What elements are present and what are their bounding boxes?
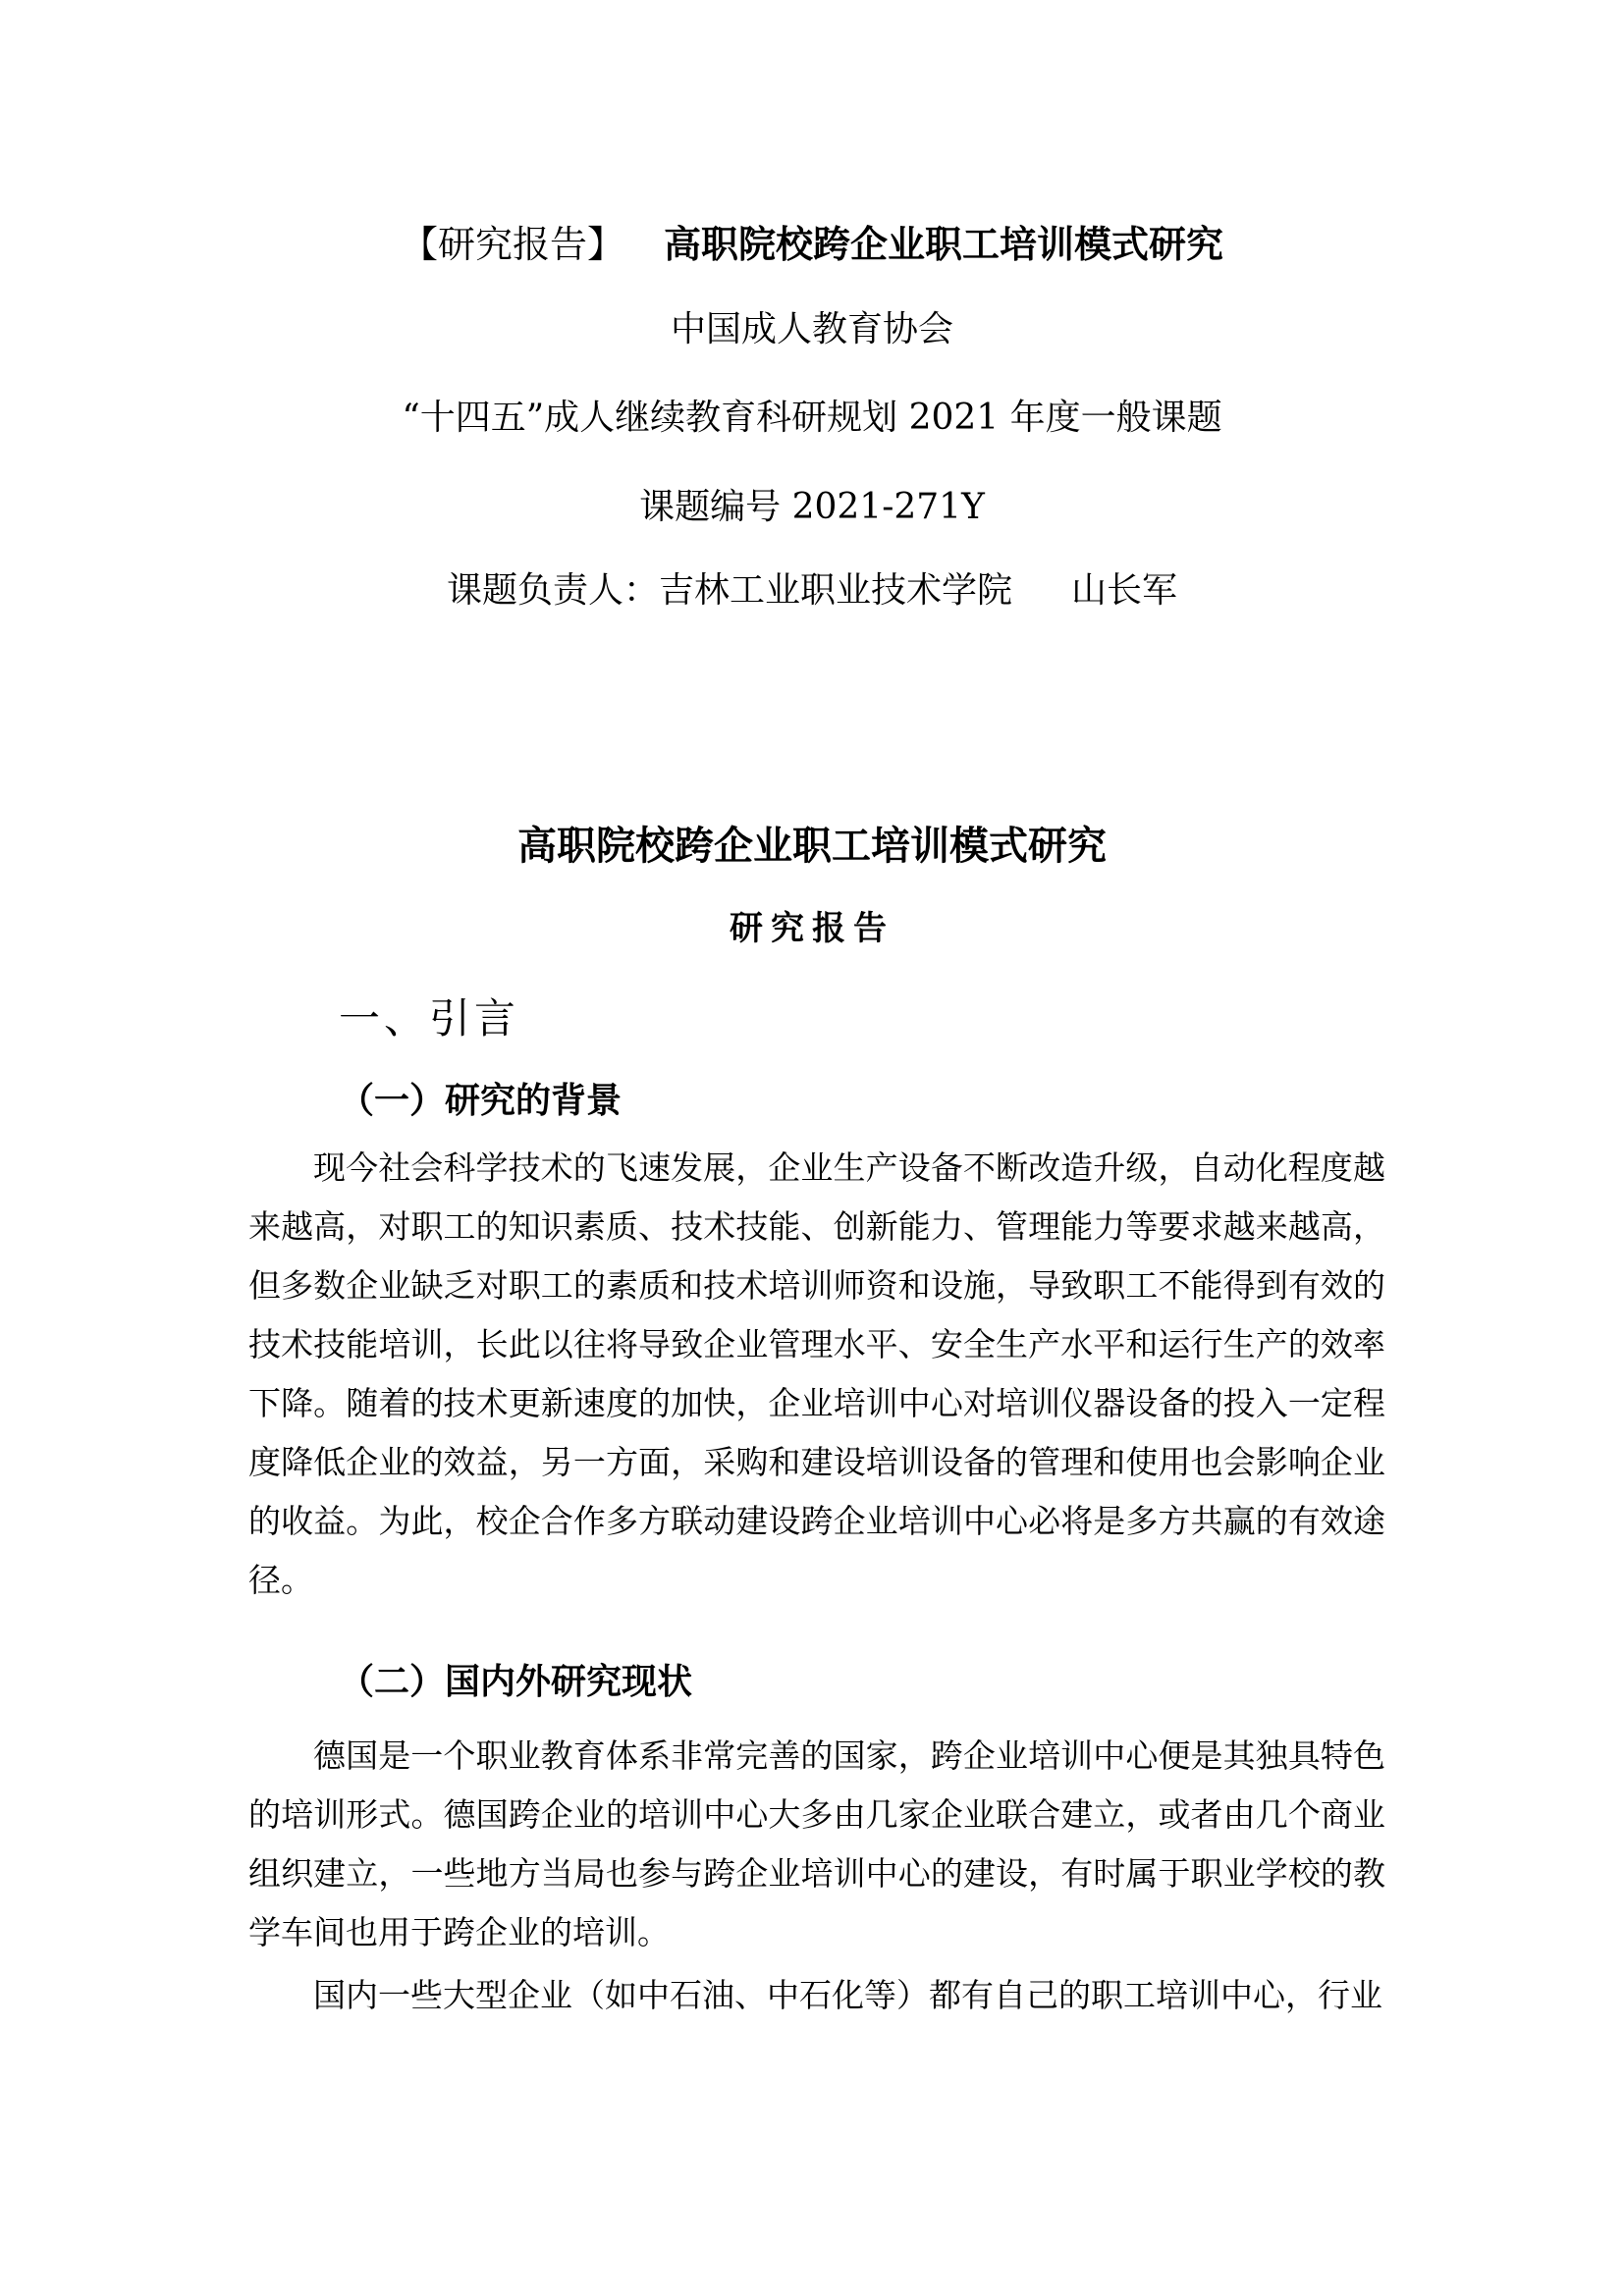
- report-title: 高职院校跨企业职工培训模式研究: [664, 223, 1224, 266]
- paragraph-research-status-domestic: 国内一些大型企业（如中石油、中石化等）都有自己的职工培训中心，行业: [313, 1976, 1382, 2014]
- sub-title: 研究报告: [730, 909, 894, 948]
- report-header-title: [0, 214, 1624, 268]
- organization: 中国成人教育协会: [670, 309, 953, 349]
- project-leader-label: 课题负责人：吉林工业职业技术学院: [446, 570, 1012, 611]
- paragraph-background: 现今社会科学技术的飞速发展，企业生产设备不断改造升级，自动化程度越来越高，对职工的知识素质、技术技能、创新能力、管理能力等要求越来越高，但多数企业缺乏对职工的素质和技术培训师资和设施，导致职工不能得到有效的技术技能培训，长此以往将导致企业管理水平、安全生产水平和运行生产的效率下降。随着的技术更新速度的加快，企业培训中心对培训仪器设备的投入一定程度降低企业的效益，另一方面，采购和建设培训设备的管理和使用也会影响企业的收益。为此，校企合作多方联动建设跨企业培训中心必将是多方共赢的有效途径。: [248, 1148, 1385, 1599]
- project-number: 课题编号 2021-271Y: [639, 487, 985, 527]
- project-leader-name: 山长军: [1071, 570, 1178, 611]
- project-leader: [0, 562, 1624, 613]
- subsection-heading-research-status: （二）国内外研究现状: [339, 1662, 693, 1702]
- research-plan: “十四五”成人继续教育科研规划 2021 年度一般课题: [402, 398, 1222, 438]
- subsection-heading-background: （一）研究的背景: [339, 1081, 623, 1121]
- report-tag: 【研究报告】: [400, 223, 624, 266]
- section-heading-introduction: 一、引言: [339, 994, 520, 1042]
- paragraph-research-status-germany: 德国是一个职业教育体系非常完善的国家，跨企业培训中心便是其独具特色的培训形式。德国跨企业的培训中心大多由几家企业联合建立，或者由几个商业组织建立，一些地方当局也参与跨企业培训中心的建设，有时属于职业学校的教学车间也用于跨企业的培训。: [248, 1736, 1385, 1951]
- main-title: 高职院校跨企业职工培训模式研究: [517, 824, 1107, 869]
